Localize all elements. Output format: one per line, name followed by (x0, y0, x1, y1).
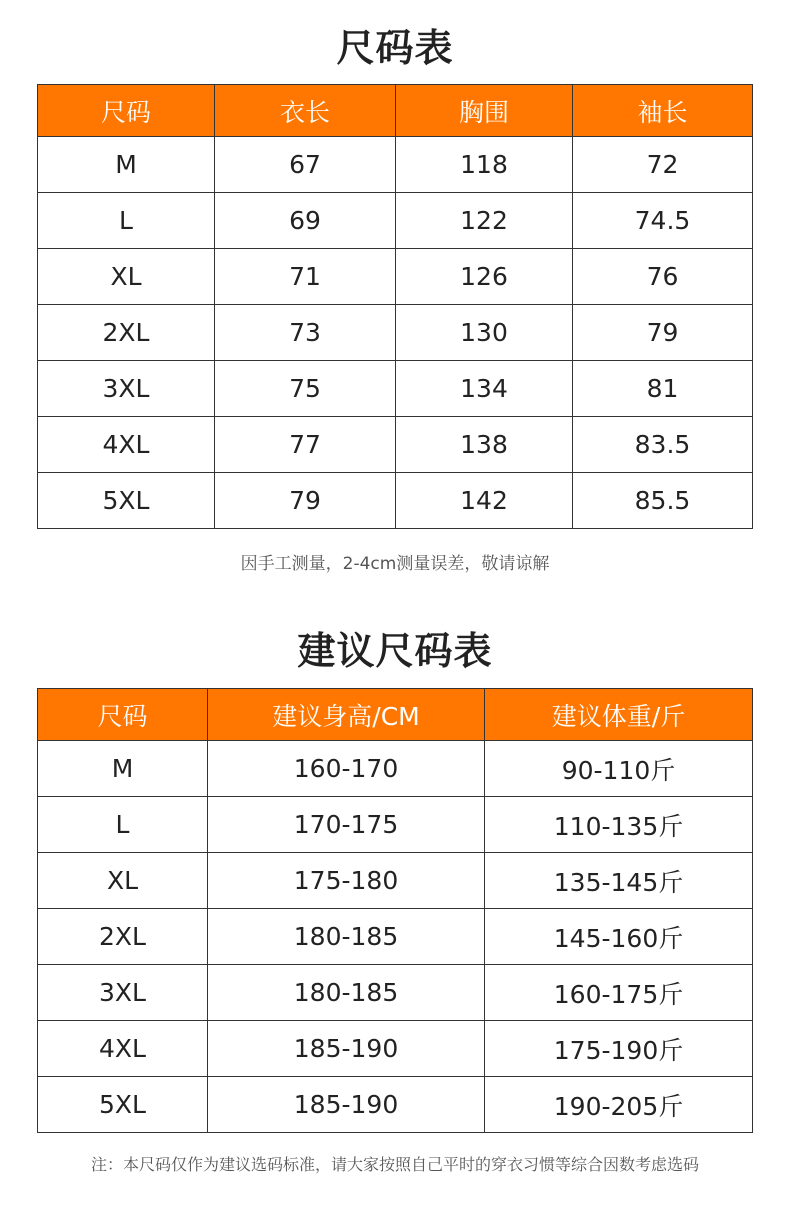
table-row (38, 965, 753, 1021)
cell-size: 5XL (38, 473, 215, 529)
size-chart-title: 尺码表 (336, 26, 454, 70)
table-row (38, 137, 753, 193)
table-row (38, 853, 753, 909)
cell-size: 5XL (38, 1077, 208, 1133)
recommend-chart-header-row (38, 689, 753, 741)
cell-height: 180-185 (208, 909, 485, 965)
cell-sleeve: 85.5 (573, 473, 753, 529)
cell-sleeve: 76 (573, 249, 753, 305)
cell-chest: 130 (396, 305, 573, 361)
cell-size: XL (38, 853, 208, 909)
table-row (38, 741, 753, 797)
cell-length: 77 (215, 417, 396, 473)
cell-length: 67 (215, 137, 396, 193)
recommend-chart-title: 建议尺码表 (297, 629, 493, 673)
cell-height: 160-170 (208, 741, 485, 797)
cell-size: L (38, 193, 215, 249)
cell-weight: 110-135斤 (485, 797, 753, 853)
table-row (38, 305, 753, 361)
cell-chest: 142 (396, 473, 573, 529)
recommend-note: 注：本尺码仅作为建议选码标准，请大家按照自己平时的穿衣习惯等综合因数考虑选码 (90, 1155, 699, 1174)
cell-size: 3XL (38, 361, 215, 417)
cell-height: 185-190 (208, 1077, 485, 1133)
cell-chest: 134 (396, 361, 573, 417)
recommend-chart-table (37, 688, 753, 1133)
table-row (38, 473, 753, 529)
size-chart-table (37, 84, 753, 529)
table-row (38, 193, 753, 249)
cell-weight: 145-160斤 (485, 909, 753, 965)
cell-length: 69 (215, 193, 396, 249)
cell-weight: 160-175斤 (485, 965, 753, 1021)
cell-size: M (38, 741, 208, 797)
cell-size: L (38, 797, 208, 853)
cell-height: 180-185 (208, 965, 485, 1021)
cell-weight: 190-205斤 (485, 1077, 753, 1133)
cell-size: 2XL (38, 305, 215, 361)
cell-height: 175-180 (208, 853, 485, 909)
table-row (38, 361, 753, 417)
cell-size: M (38, 137, 215, 193)
measurement-note: 因手工测量，2-4cm测量误差，敬请谅解 (240, 554, 550, 574)
table-row (38, 909, 753, 965)
cell-size: XL (38, 249, 215, 305)
cell-sleeve: 83.5 (573, 417, 753, 473)
header-sleeve: 袖长 (573, 85, 753, 137)
cell-size: 4XL (38, 417, 215, 473)
size-chart-header-row (38, 85, 753, 137)
cell-length: 73 (215, 305, 396, 361)
cell-sleeve: 79 (573, 305, 753, 361)
header-weight: 建议体重/斤 (485, 689, 753, 741)
cell-sleeve: 74.5 (573, 193, 753, 249)
table-row (38, 1021, 753, 1077)
cell-chest: 126 (396, 249, 573, 305)
cell-sleeve: 72 (573, 137, 753, 193)
cell-chest: 118 (396, 137, 573, 193)
header-height: 建议身高/CM (208, 689, 485, 741)
header-size: 尺码 (38, 85, 215, 137)
cell-weight: 135-145斤 (485, 853, 753, 909)
table-row (38, 249, 753, 305)
cell-weight: 175-190斤 (485, 1021, 753, 1077)
cell-chest: 122 (396, 193, 573, 249)
cell-height: 170-175 (208, 797, 485, 853)
table-row (38, 1077, 753, 1133)
cell-length: 75 (215, 361, 396, 417)
header-chest: 胸围 (396, 85, 573, 137)
cell-chest: 138 (396, 417, 573, 473)
table-row (38, 797, 753, 853)
cell-length: 71 (215, 249, 396, 305)
header-length: 衣长 (215, 85, 396, 137)
cell-weight: 90-110斤 (485, 741, 753, 797)
cell-height: 185-190 (208, 1021, 485, 1077)
cell-size: 2XL (38, 909, 208, 965)
cell-size: 4XL (38, 1021, 208, 1077)
table-row (38, 417, 753, 473)
header-size: 尺码 (38, 689, 208, 741)
cell-size: 3XL (38, 965, 208, 1021)
cell-sleeve: 81 (573, 361, 753, 417)
cell-length: 79 (215, 473, 396, 529)
